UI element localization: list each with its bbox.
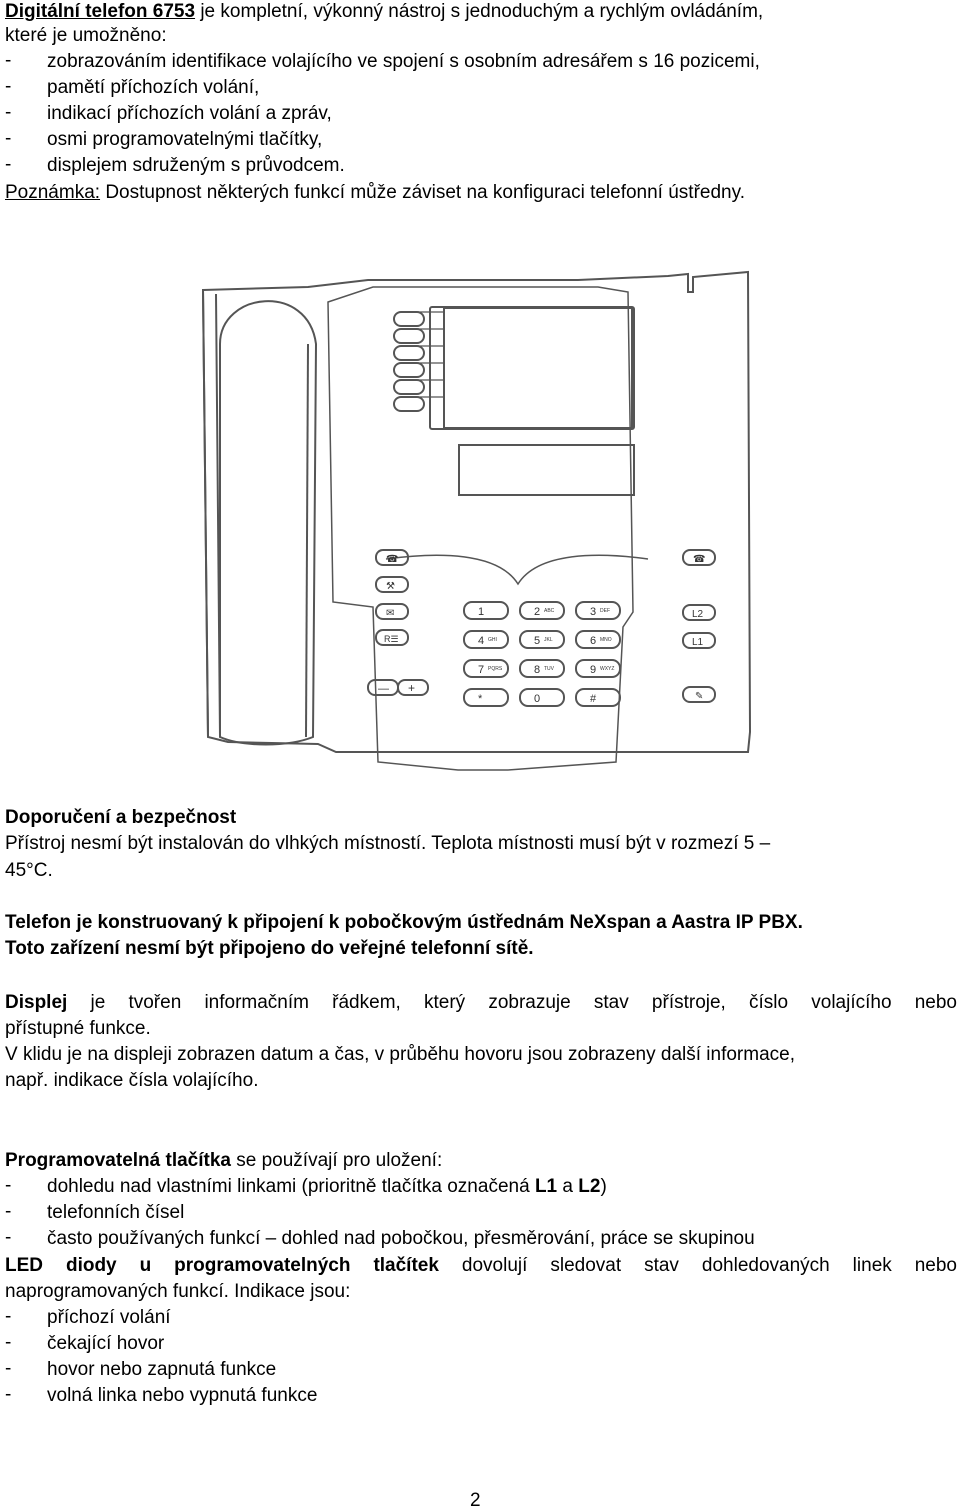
dialpad-letters: JKL <box>544 637 553 643</box>
settings-icon: ⚒ <box>386 581 395 592</box>
line-key-l2-label: L2 <box>692 609 704 620</box>
main-screen <box>430 307 634 429</box>
display-paragraph <box>5 991 957 1015</box>
dialpad <box>464 602 620 706</box>
bullet-dash: - <box>5 1201 12 1222</box>
dialpad-key <box>576 602 620 619</box>
display-text: přístupné funkce. <box>5 1018 151 1039</box>
safety-heading: Doporučení a bezpečnost <box>5 807 237 828</box>
handset-icon <box>220 301 316 744</box>
prog-item-text: a <box>557 1176 579 1197</box>
dialpad-key <box>520 660 564 677</box>
dialpad-key <box>520 689 564 706</box>
dialpad-letters: GHI <box>488 637 497 643</box>
phone-body <box>203 272 750 752</box>
note-label: Poznámka: <box>5 182 101 203</box>
dialpad-digit: 9 <box>590 664 597 676</box>
mailbox-icon: ✉ <box>386 608 395 619</box>
display-text: V klidu je na displeji zobrazen datum a čas, v průběhu hovoru jsou zobrazeny další informace, <box>5 1044 795 1065</box>
dialpad-key-shape <box>576 602 620 619</box>
indication-item: čekající hovor <box>47 1333 165 1354</box>
safety-line: 45°C. <box>5 860 53 881</box>
dialpad-key <box>464 660 508 677</box>
redial-icon: R☰ <box>384 634 399 644</box>
prog-text: se používají pro uložení: <box>230 1150 443 1171</box>
dialpad-key <box>464 631 508 648</box>
volume-down-label: — <box>378 683 389 695</box>
bullet-dash: - <box>5 1358 12 1379</box>
led-paragraph <box>5 1254 957 1278</box>
bullet-dash: - <box>5 102 12 123</box>
dialpad-letters: DEF <box>600 608 610 614</box>
dialpad-key-shape <box>520 660 564 677</box>
dialpad-digit: 0 <box>534 693 541 705</box>
bullet-dash: - <box>5 1332 12 1353</box>
programmable-keys <box>394 312 424 411</box>
dialpad-key-shape <box>464 631 508 648</box>
prog-item: telefonních čísel <box>47 1202 185 1223</box>
dialpad-digit: * <box>478 693 483 705</box>
note <box>5 181 745 205</box>
l1-label: L1 <box>534 1176 558 1197</box>
bullet-dash: - <box>5 1306 12 1327</box>
release-icon: ☎ <box>693 554 706 565</box>
handsfree-icon: ☎ <box>386 554 399 565</box>
phone-illustration <box>168 232 758 772</box>
bullet-dash: - <box>5 50 12 71</box>
mute-icon: ✎ <box>695 691 704 702</box>
public-network-warning: Toto zařízení nesmí být připojeno do veřejné telefonní sítě. <box>5 938 534 959</box>
dialpad-key-shape <box>520 631 564 648</box>
dialpad-key <box>520 631 564 648</box>
dialpad-letters: TUV <box>544 666 554 672</box>
indication-item: volná linka nebo vypnutá funkce <box>47 1385 318 1406</box>
dialpad-key <box>464 602 508 619</box>
bullet-dash: - <box>5 1175 12 1196</box>
dialpad-letters: PQRS <box>488 666 503 672</box>
compatibility-note: Telefon je konstruovaný k připojení k pobočkovým ústřednám NeXspan a Aastra IP PBX. <box>5 912 803 933</box>
display-text: je tvořen informačním řádkem, který zobrazuje stav přístroje, číslo volajícího nebo <box>67 992 957 1013</box>
dialpad-key <box>576 689 620 706</box>
prog-item <box>47 1175 607 1199</box>
dialpad-key-shape <box>520 602 564 619</box>
intro-lead: je kompletní, výkonný nástroj s jednoduchým a rychlým ovládáním, <box>195 1 764 22</box>
display-text: např. indikace čísla volajícího. <box>5 1070 259 1091</box>
cradle <box>203 290 220 737</box>
display-label: Displej <box>5 992 68 1013</box>
intro-item: zobrazováním identifikace volajícího ve spojení s osobním adresářem s 16 pozicemi, <box>47 51 760 72</box>
dialpad-key <box>520 602 564 619</box>
bullet-dash: - <box>5 128 12 149</box>
dialpad-digit: 3 <box>590 606 597 618</box>
indication-item: příchozí volání <box>47 1307 171 1328</box>
l2-label: L2 <box>578 1176 601 1197</box>
prog-item-text: dohledu nad vlastními linkami (prioritně tlačítka označená <box>47 1176 535 1197</box>
indication-item: hovor nebo zapnutá funkce <box>47 1359 277 1380</box>
dialpad-key <box>464 689 508 706</box>
dialpad-key-shape <box>464 602 508 619</box>
dialpad-digit: 5 <box>534 635 541 647</box>
dialpad-digit: 4 <box>478 635 485 647</box>
prog-paragraph <box>5 1149 442 1173</box>
bullet-dash: - <box>5 76 12 97</box>
dialpad-digit: 2 <box>534 606 541 618</box>
safety-line: Přístroj nesmí být instalován do vlhkých místností. Teplota místnosti musí být v rozmezí 5 – <box>5 833 771 854</box>
secondary-display <box>459 445 634 495</box>
led-text: naprogramovaných funkcí. Indikace jsou: <box>5 1281 351 1302</box>
dialpad-key-shape <box>520 689 564 706</box>
intro-lead-continued: které je umožněno: <box>5 25 167 46</box>
dialpad-digit: 6 <box>590 635 597 647</box>
line-key-l1-label: L1 <box>692 637 704 648</box>
led-label: LED diody u programovatelných tlačítek <box>5 1255 439 1276</box>
dialpad-digit: 1 <box>478 606 485 618</box>
dialpad-key <box>576 660 620 677</box>
intro-item: indikací příchozích volání a zpráv, <box>47 103 332 124</box>
led-text: dovolují sledovat stav dohledovaných linek nebo <box>438 1255 957 1276</box>
intro-title: Digitální telefon 6753 <box>5 1 196 22</box>
dialpad-digit: # <box>590 693 597 705</box>
intro-item: osmi programovatelnými tlačítky, <box>47 129 323 150</box>
note-text: Dostupnost některých funkcí může záviset na konfiguraci telefonní ústředny. <box>100 182 745 203</box>
dialpad-letters: MNO <box>600 637 612 643</box>
intro-item: pamětí příchozích volání, <box>47 77 260 98</box>
dialpad-letters: WXYZ <box>600 666 615 672</box>
dialpad-key-shape <box>464 689 508 706</box>
dialpad-key <box>576 631 620 648</box>
prog-item-text: ) <box>600 1176 607 1197</box>
dialpad-key-shape <box>576 631 620 648</box>
dialpad-key-shape <box>576 689 620 706</box>
page-number: 2 <box>470 1490 481 1511</box>
prog-label: Programovatelná tlačítka <box>5 1150 231 1171</box>
prog-item: často používaných funkcí – dohled nad pobočkou, přesměrování, práce se skupinou <box>47 1228 755 1249</box>
bullet-dash: - <box>5 154 12 175</box>
bullet-dash: - <box>5 1384 12 1405</box>
dialpad-digit: 8 <box>534 664 541 676</box>
volume-up-label: + <box>408 681 416 695</box>
intro-item: displejem sdruženým s průvodcem. <box>47 155 345 176</box>
dialpad-digit: 7 <box>478 664 485 676</box>
intro-paragraph <box>5 0 763 24</box>
bullet-dash: - <box>5 1227 12 1248</box>
dialpad-letters: ABC <box>544 608 555 614</box>
